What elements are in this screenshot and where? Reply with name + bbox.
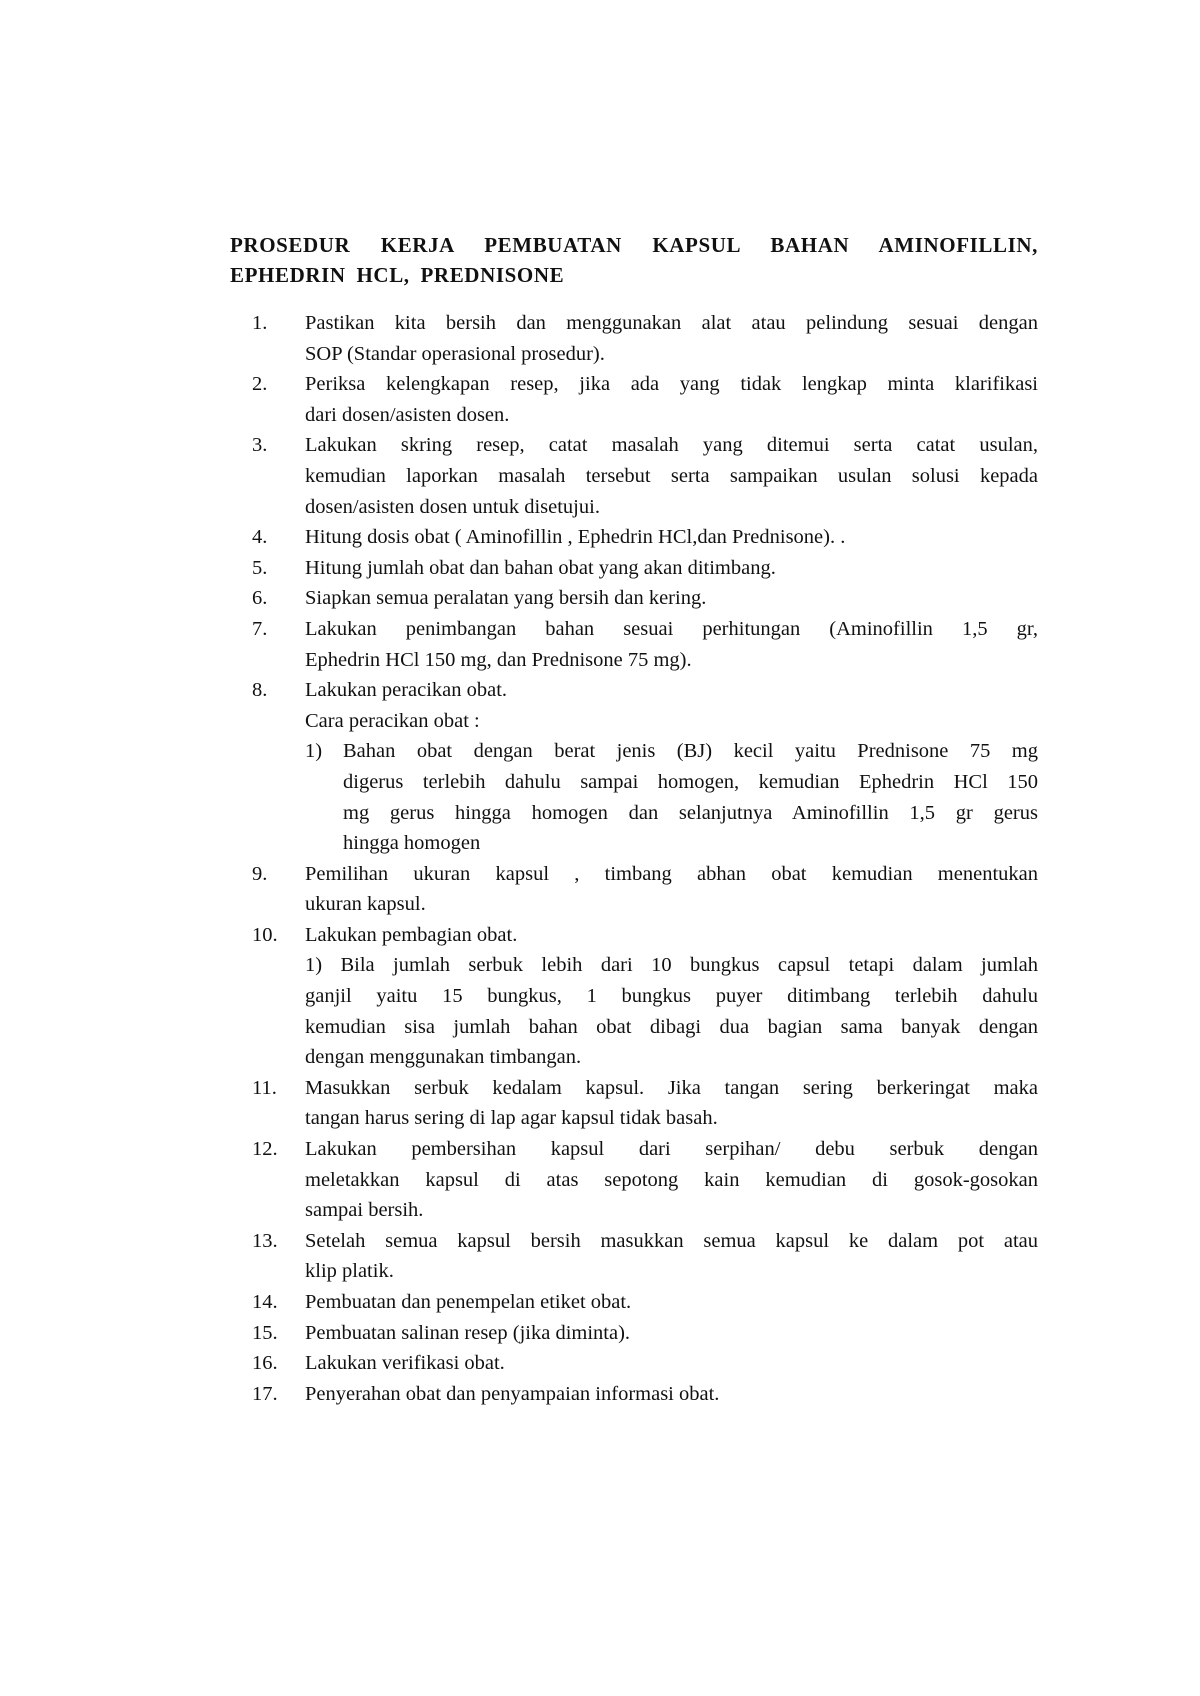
procedure-steps-list <box>230 308 1038 1409</box>
step-number: 11. <box>252 1076 277 1099</box>
step-number: 4. <box>252 526 268 549</box>
step-number: 10. <box>252 923 278 946</box>
step-item <box>230 553 1038 584</box>
sub-heading: Cara peracikan obat : <box>305 709 480 732</box>
step-text-line: Lakukan penimbangan bahan sesuai perhitungan (Aminofillin 1,5 gr, <box>305 617 1038 640</box>
step-text-line: ukuran kapsul. <box>305 893 426 916</box>
step-text-line: Penyerahan obat dan penyampaian informasi obat. <box>305 1382 720 1405</box>
step-text-line: Pastikan kita bersih dan menggunakan alat atau pelindung sesuai dengan <box>305 312 1038 334</box>
sub-step-text-line: hingga homogen <box>343 832 481 855</box>
step-item <box>230 1287 1038 1318</box>
step-item <box>230 1226 1038 1287</box>
step-text-line: dari dosen/asisten dosen. <box>305 403 510 426</box>
step-number: 1. <box>252 312 268 334</box>
step-text-line: Hitung jumlah obat dan bahan obat yang akan ditimbang. <box>305 556 776 579</box>
step-text-line: Pembuatan dan penempelan etiket obat. <box>305 1291 632 1313</box>
step-item <box>230 675 1038 859</box>
step-item <box>230 522 1038 553</box>
sub-step <box>305 736 1038 858</box>
step-number: 14. <box>252 1291 278 1313</box>
step-text-line: Siapkan semua peralatan yang bersih dan kering. <box>305 587 707 610</box>
step-number: 3. <box>252 434 268 457</box>
step-text-line: kemudian laporkan masalah tersebut serta sampaikan usulan solusi kepada <box>305 464 1038 487</box>
title-line-2: EPHEDRIN HCL, PREDNISONE <box>230 263 565 287</box>
step-text-line: Lakukan peracikan obat. <box>305 679 508 702</box>
step-text-line: Lakukan skring resep, catat masalah yang ditemui serta catat usulan, <box>305 434 1038 457</box>
step-item <box>230 1348 1038 1379</box>
step-item <box>230 430 1038 522</box>
step-number: 16. <box>252 1352 278 1375</box>
step-text-line: Masukkan serbuk kedalam kapsul. Jika tangan sering berkeringat maka <box>305 1076 1038 1099</box>
step-number: 13. <box>252 1229 278 1252</box>
step-text-line: meletakkan kapsul di atas sepotong kain kemudian di gosok-gosokan <box>305 1168 1038 1191</box>
title-line-1: PROSEDUR KERJA PEMBUATAN KAPSUL BAHAN AMINOFILLIN, <box>230 233 1038 257</box>
step-text-line: sampai bersih. <box>305 1199 424 1222</box>
sub-step-text-line: kemudian sisa jumlah bahan obat dibagi dua bagian sama banyak dengan <box>305 1015 1038 1038</box>
step-number: 6. <box>252 587 268 610</box>
step-item <box>230 1134 1038 1226</box>
step-text-line: tangan harus sering di lap agar kapsul tidak basah. <box>305 1107 718 1130</box>
step-text-line: Lakukan pembersihan kapsul dari serpihan/ debu serbuk dengan <box>305 1138 1038 1161</box>
step-number: 15. <box>252 1321 278 1344</box>
step-item <box>230 308 1038 369</box>
step-item <box>230 369 1038 430</box>
step-text-line: Setelah semua kapsul bersih masukkan semua kapsul ke dalam pot atau <box>305 1229 1038 1252</box>
step-item <box>230 1379 1038 1410</box>
step-item <box>230 583 1038 614</box>
step-number: 17. <box>252 1382 278 1405</box>
step-number: 5. <box>252 556 268 579</box>
sub-step-text-line: 1) Bila jumlah serbuk lebih dari 10 bungkus capsul tetapi dalam jumlah <box>305 954 1038 977</box>
step-text-line: Pembuatan salinan resep (jika diminta). <box>305 1321 631 1344</box>
sub-step <box>305 950 1038 1072</box>
step-number: 2. <box>252 373 268 396</box>
step-item <box>230 1073 1038 1134</box>
sub-step-text-line: Bahan obat dengan berat jenis (BJ) kecil yaitu Prednisone 75 mg <box>343 740 1038 763</box>
step-item <box>230 1318 1038 1349</box>
sub-step-number: 1) <box>305 740 323 763</box>
step-text-line: klip platik. <box>305 1260 394 1283</box>
step-text-line: dosen/asisten dosen untuk disetujui. <box>305 495 600 518</box>
sub-step-text-line: digerus terlebih dahulu sampai homogen, kemudian Ephedrin HCl 150 <box>343 770 1038 793</box>
step-text-line: SOP (Standar operasional prosedur). <box>305 342 605 365</box>
step-number: 12. <box>252 1138 278 1161</box>
sub-step-text-line: dengan menggunakan timbangan. <box>305 1046 582 1069</box>
step-text-line: Periksa kelengkapan resep, jika ada yang tidak lengkap minta klarifikasi <box>305 373 1038 396</box>
document-page <box>230 230 1038 1409</box>
step-item <box>230 859 1038 920</box>
step-text-line: Hitung dosis obat ( Aminofillin , Ephedrin HCl,dan Prednisone). . <box>305 526 846 549</box>
sub-step-text-line: ganjil yaitu 15 bungkus, 1 bungkus puyer ditimbang terlebih dahulu <box>305 985 1038 1008</box>
step-number: 7. <box>252 617 268 640</box>
step-item <box>230 614 1038 675</box>
step-text-line: Lakukan pembagian obat. <box>305 923 518 946</box>
step-number: 8. <box>252 679 268 702</box>
step-text-line: Ephedrin HCl 150 mg, dan Prednisone 75 mg). <box>305 648 692 671</box>
step-number: 9. <box>252 862 268 885</box>
step-item <box>230 920 1038 1073</box>
step-text-line: Lakukan verifikasi obat. <box>305 1352 505 1375</box>
step-text-line: Pemilihan ukuran kapsul , timbang abhan obat kemudian menentukan <box>305 862 1038 885</box>
document-title <box>230 230 1038 290</box>
sub-step-text-line: mg gerus hingga homogen dan selanjutnya Aminofillin 1,5 gr gerus <box>343 801 1038 824</box>
